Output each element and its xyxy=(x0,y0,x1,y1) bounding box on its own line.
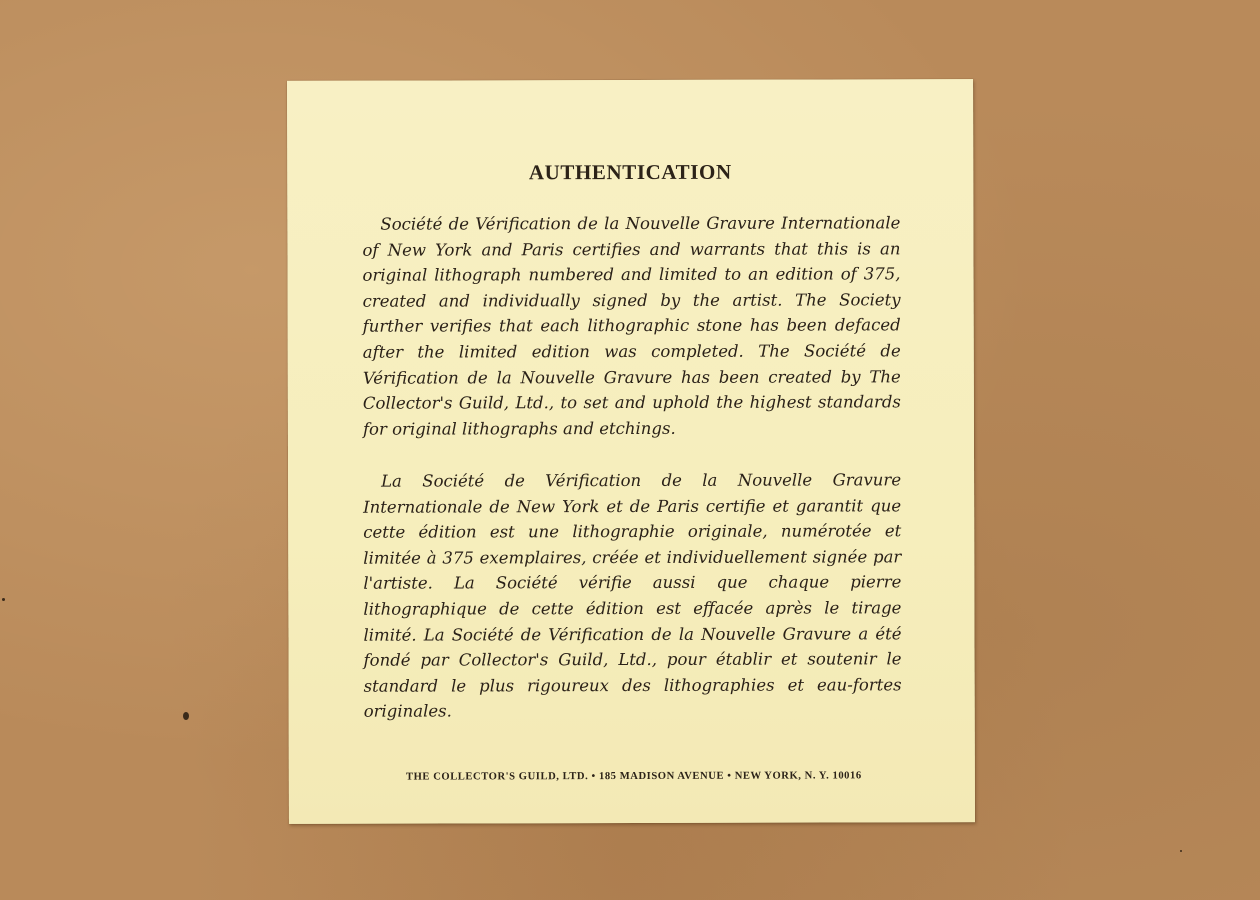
authentication-certificate xyxy=(287,79,975,824)
board-speck xyxy=(2,598,5,601)
publisher-address-footer: THE COLLECTOR'S GUILD, LTD. • 185 MADISON AVENUE • NEW YORK, N. Y. 10016 xyxy=(405,770,862,783)
board-speck xyxy=(1180,850,1182,852)
board-speck xyxy=(183,712,189,720)
certificate-title: AUTHENTICATION xyxy=(528,159,732,185)
certificate-paragraph-french: La Société de Vérification de la Nouvelle Gravure Internationale de New York et de Paris certifie et garantit que cette édition est une lithographie originale, numérotée et limitée à 375 exemplaires, créée et individuellement signée par l'artiste. La Société vérifie aussi que chaque pierre lithographique de cette édition est effacée après le tirage limité. La Société de Vérification de la Nouvelle Gravure a été fondé par Collector's Guild, Ltd., pour établir et soutenir le standard le plus rigoureux des lithographies et eau-fortes originales. xyxy=(363,470,902,722)
certificate-paragraph-english: Société de Vérification de la Nouvelle Gravure Internationale of New York and Paris certifies and warrants that this is an original lithograph numbered and limited to an edition of 375, created and individually signed by the artist. The Society further verifies that each lithographic stone has been defaced after the limited edition was completed. The Société de Vérification de la Nouvelle Gravure has been created by The Collector's Guild, Ltd., to set and uphold the highest standards for original lithographs and etchings. xyxy=(362,213,901,439)
